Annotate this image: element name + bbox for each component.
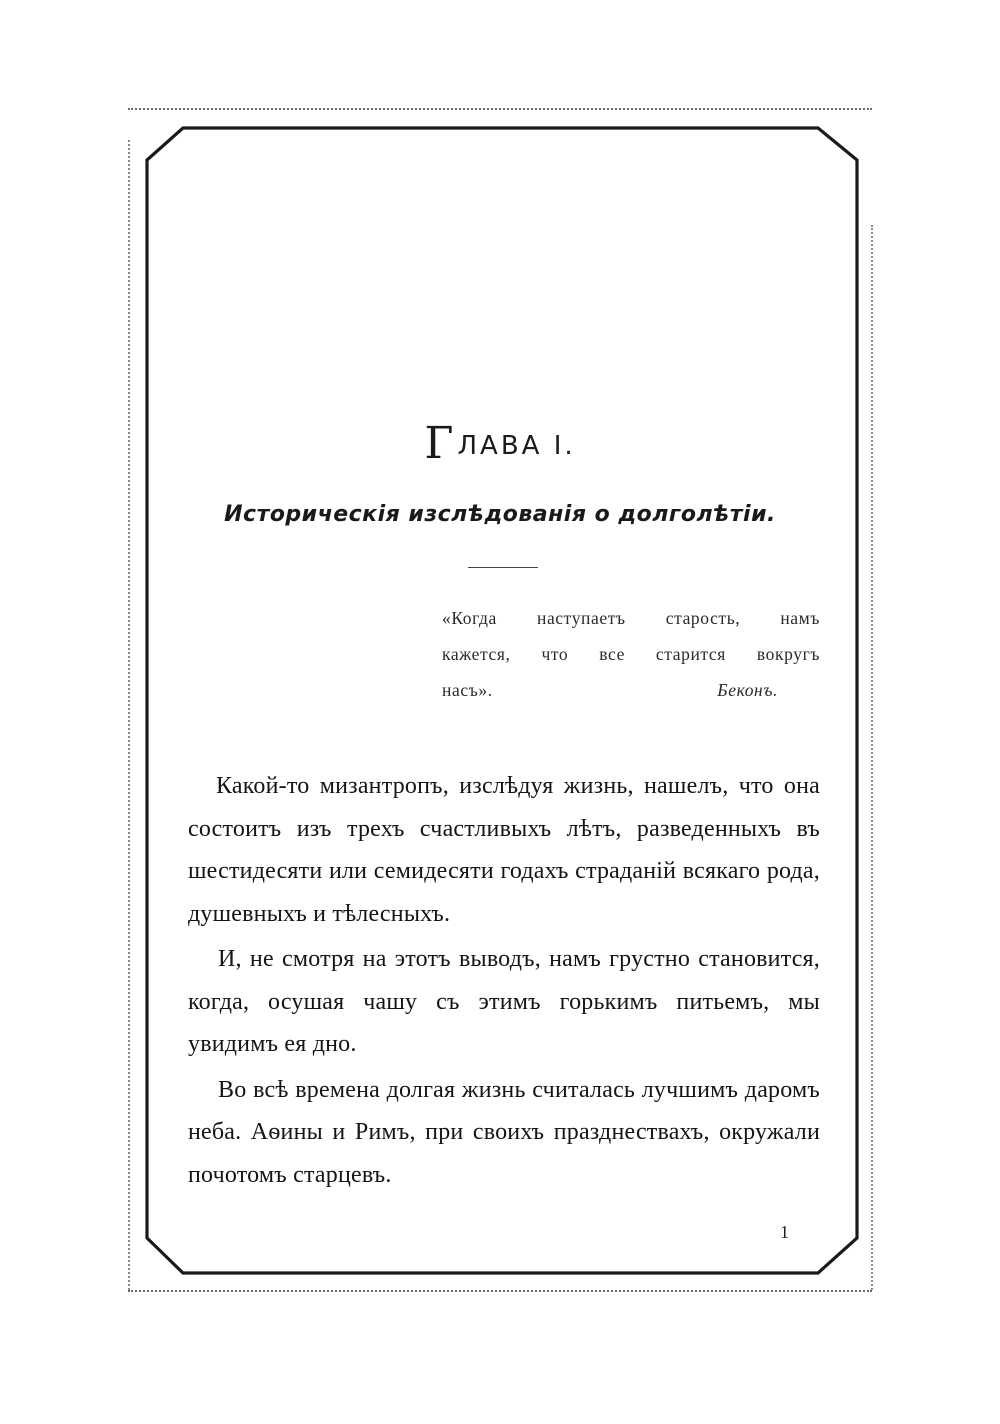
epigraph [442,600,820,708]
epigraph-author: Беконъ. [717,680,778,700]
epigraph-line-1: «Когда наступаетъ старость, намъ [442,608,820,628]
epigraph-last-line-text: насъ». [442,680,493,700]
paragraph: И, не смотря на этотъ выводъ, намъ грустно становится, когда, осушая чашу съ этимъ горькимъ питьемъ, мы увидимъ ея дно. [188,946,820,1057]
paragraph: Во всѣ времена долгая жизнь считалась лучшимъ даромъ неба. Аѳины и Римъ, при своихъ празднествахъ, окружали почотомъ старцевъ. [188,1076,820,1188]
chapter-heading-text: ЛАВА I. [457,431,576,461]
epigraph-line-2: кажется, что все старится вокругъ [442,644,820,664]
epigraph-line-3 [442,672,820,708]
page-number: 1 [780,1222,789,1242]
paragraph: Какой-то мизантропъ, изслѣдуя жизнь, нашелъ, что она состоитъ изъ трехъ счастливыхъ лѣтъ, разведенныхъ въ шестидесяти или семидесяти годахъ страданій всякаго рода, душевныхъ и тѣлесныхъ. [188,773,820,927]
separator-rule [468,567,538,568]
chapter-subtitle: Историческія изслѣдованія о долголѣтіи. [224,502,776,527]
chapter-heading-initial: Г [424,418,454,469]
body-text [188,765,820,1199]
chapter-heading [0,418,1000,469]
